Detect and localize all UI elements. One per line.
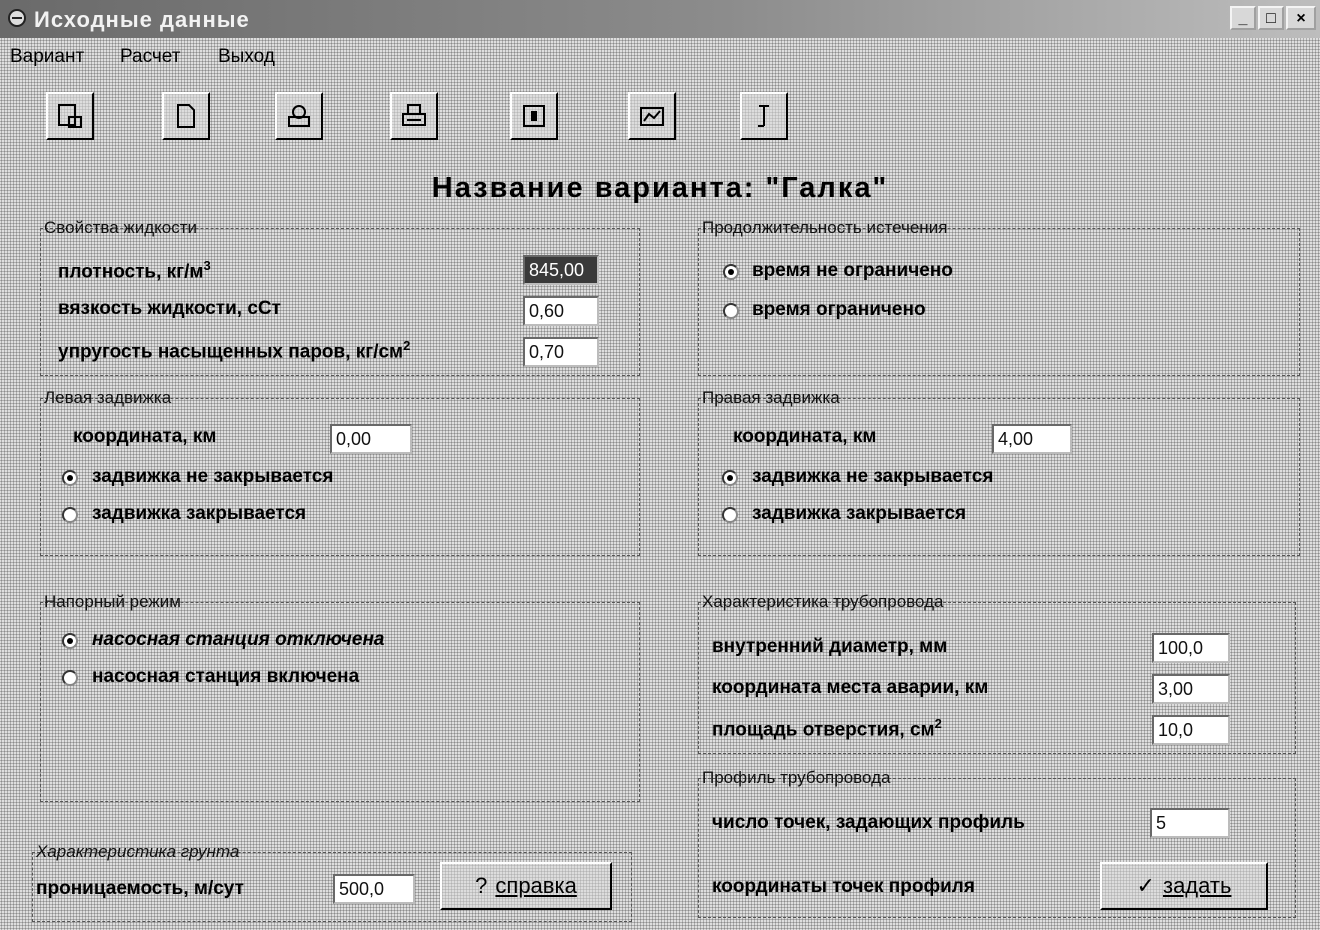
density-field[interactable] [523, 255, 599, 285]
print-preview-button[interactable] [275, 92, 323, 140]
profile-coords-label: координаты точек профиля [712, 876, 975, 897]
close-button[interactable]: × [1286, 6, 1316, 30]
profile-points-field[interactable] [1150, 808, 1230, 838]
variant-title: Название варианта: "Галка" [431, 172, 889, 204]
menu-variant[interactable]: Вариант [10, 46, 85, 67]
accident-coord-field[interactable] [1152, 674, 1230, 704]
right-valve-open-radio[interactable] [722, 470, 738, 486]
soil-title: Характеристика грунта [36, 842, 240, 861]
profile-points-label: число точек, задающих профиль [712, 812, 1025, 833]
vapor-pressure-label: упругость насыщенных паров, $кг/см^2$ [58, 338, 411, 363]
right-valve-open-label[interactable]: задвижка не закрывается [752, 466, 994, 487]
left-valve-title: Левая задвижка [44, 388, 172, 407]
pump-off-label[interactable]: насосная станция отключена [92, 629, 385, 650]
minimize-button[interactable]: _ [1230, 6, 1256, 30]
permeability-field[interactable] [333, 874, 415, 904]
liquid-properties-title: Свойства жидкости [44, 218, 198, 237]
vapor-pressure-field[interactable] [523, 337, 599, 367]
pencil-icon: ✓ [1136, 873, 1155, 898]
print-preview-icon [284, 101, 314, 131]
accident-coord-label: координата места аварии, км [712, 677, 989, 698]
right-valve-coord-label: координата, км [733, 426, 877, 447]
left-valve-close-radio[interactable] [62, 507, 78, 523]
viscosity-field[interactable] [523, 296, 599, 326]
chart-icon [637, 101, 667, 131]
left-valve-coord-label: координата, км [73, 426, 217, 447]
menu-calc[interactable]: Расчет [120, 46, 181, 67]
hole-area-label: площадь отверстия, $см^2$ [712, 716, 942, 741]
window-title: Исходные данные [34, 7, 250, 32]
left-valve-close-label[interactable]: задвижка закрывается [92, 503, 307, 524]
menu-exit[interactable]: Выход [218, 46, 275, 67]
new-file-button[interactable] [162, 92, 210, 140]
duration-limited-label[interactable]: время ограничено [752, 299, 926, 320]
app-icon[interactable] [6, 7, 28, 29]
left-valve-open-label[interactable]: задвижка не закрывается [92, 466, 334, 487]
set-profile-button[interactable]: ✓ задать [1100, 862, 1268, 910]
print-button[interactable] [390, 92, 438, 140]
right-valve-close-radio[interactable] [722, 507, 738, 523]
duration-unlimited-radio[interactable] [723, 264, 739, 280]
left-valve-open-radio[interactable] [62, 470, 78, 486]
help-button[interactable]: ? справка [440, 862, 612, 910]
diameter-field[interactable] [1152, 633, 1230, 663]
left-valve-coord-field[interactable] [330, 424, 412, 454]
duration-title: Продолжительность истечения [702, 218, 948, 237]
chart-button[interactable] [628, 92, 676, 140]
profile-button[interactable] [740, 92, 788, 140]
diameter-label: внутренний диаметр, мм [712, 636, 948, 657]
viscosity-label: вязкость жидкости, сСт [58, 298, 281, 319]
duration-unlimited-label[interactable]: время не ограничено [752, 260, 953, 281]
pump-on-radio[interactable] [62, 670, 78, 686]
pressure-mode-title: Напорный режим [44, 592, 181, 611]
save-button[interactable] [46, 92, 94, 140]
pump-off-radio[interactable] [62, 633, 78, 649]
duration-limited-radio[interactable] [723, 303, 739, 319]
new-file-icon [171, 101, 201, 131]
pump-on-label[interactable]: насосная станция включена [92, 666, 360, 687]
right-valve-title: Правая задвижка [702, 388, 840, 407]
grid-button[interactable] [510, 92, 558, 140]
right-valve-coord-field[interactable] [992, 424, 1072, 454]
profile-title: Профиль трубопровода [702, 768, 891, 787]
permeability-label: проницаемость, м/сут [36, 878, 244, 899]
density-label: плотность, $кг/м^3$ [58, 258, 211, 283]
hole-area-field[interactable] [1152, 715, 1230, 745]
save-icon [55, 101, 85, 131]
print-icon [399, 101, 429, 131]
question-icon: ? [475, 873, 488, 898]
right-valve-close-label[interactable]: задвижка закрывается [752, 503, 967, 524]
pipeline-title: Характеристика трубопровода [702, 592, 944, 611]
maximize-button[interactable]: □ [1258, 6, 1284, 30]
grid-icon [519, 101, 549, 131]
profile-icon [749, 101, 779, 131]
